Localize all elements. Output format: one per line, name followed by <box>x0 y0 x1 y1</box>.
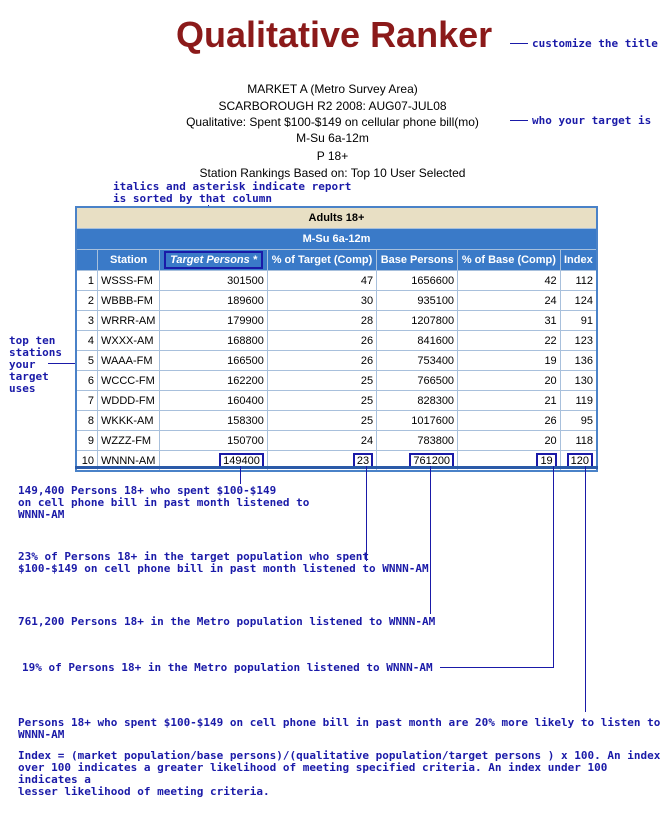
table-row[interactable] <box>76 351 597 371</box>
target-persons-cell: 162200 <box>160 371 268 391</box>
pct-base-cell: 21 <box>458 391 561 411</box>
note-line: Persons 18+ who spent $100-$149 on cell phone bill in past month are 20% more likely to listen to <box>18 716 661 729</box>
station-cell: WZZZ-FM <box>98 431 160 451</box>
pct-target-cell: 28 <box>267 311 376 331</box>
note-line: WNNN-AM <box>18 508 65 521</box>
table-row[interactable] <box>76 431 597 451</box>
page-title: Qualitative Ranker <box>176 14 493 55</box>
pct-base-cell: 22 <box>458 331 561 351</box>
note-pct-target <box>18 551 429 575</box>
connector-line <box>440 667 554 668</box>
table-row[interactable] <box>76 391 597 411</box>
base-persons-cell: 1017600 <box>377 411 458 431</box>
rank-cell: 1 <box>76 271 98 291</box>
station-cell: WDDD-FM <box>98 391 160 411</box>
col-pct-target[interactable]: % of Target (Comp) <box>267 250 376 271</box>
index-cell: 112 <box>560 271 597 291</box>
col-rank <box>76 250 98 271</box>
station-cell: WAAA-FM <box>98 351 160 371</box>
highlighted-value: 19 <box>536 453 556 469</box>
base-persons-cell: 783800 <box>377 431 458 451</box>
note-index-formula <box>18 750 665 798</box>
base-persons-cell: 753400 <box>377 351 458 371</box>
pct-base-cell: 20 <box>458 431 561 451</box>
pct-base-cell: 42 <box>458 271 561 291</box>
table-row[interactable] <box>76 311 597 331</box>
note-target: who your target is <box>532 114 652 127</box>
note-top-ten-line: stations <box>9 346 62 359</box>
table-bottom-rule <box>75 466 598 469</box>
table-row[interactable] <box>76 411 597 431</box>
note-top-ten-line: uses <box>9 382 36 395</box>
note-line: on cell phone bill in past month listened to <box>18 496 310 509</box>
index-cell: 130 <box>560 371 597 391</box>
note-base-persons: 761,200 Persons 18+ in the Metro population listened to WNNN-AM <box>18 615 436 628</box>
connector-line <box>430 466 431 614</box>
rank-cell: 2 <box>76 291 98 311</box>
col-index[interactable]: Index <box>560 250 597 271</box>
note-sort-line-2: is sorted by that column <box>113 192 272 205</box>
note-likelihood <box>18 717 660 741</box>
ranking-table <box>75 206 598 472</box>
pct-base-cell: 24 <box>458 291 561 311</box>
base-persons-cell: 935100 <box>377 291 458 311</box>
rank-cell: 6 <box>76 371 98 391</box>
rank-cell: 9 <box>76 431 98 451</box>
col-base-persons[interactable]: Base Persons <box>377 250 458 271</box>
connector-line <box>585 466 586 712</box>
table-row[interactable] <box>76 291 597 311</box>
col-station[interactable]: Station <box>98 250 160 271</box>
connector-line <box>510 120 528 121</box>
station-cell: WKKK-AM <box>98 411 160 431</box>
note-top-ten-line: top ten <box>9 334 56 347</box>
target-persons-cell: 150700 <box>160 431 268 451</box>
connector-line <box>366 466 367 561</box>
index-cell: 136 <box>560 351 597 371</box>
market-label: MARKET A (Metro Survey Area) <box>247 82 418 96</box>
pct-base-cell: 20 <box>458 371 561 391</box>
column-header-row <box>76 250 597 271</box>
highlighted-value: 120 <box>567 453 593 469</box>
station-cell: WBBB-FM <box>98 291 160 311</box>
note-target-persons <box>18 485 309 521</box>
pct-base-cell: 19 <box>458 351 561 371</box>
pct-base-cell: 31 <box>458 311 561 331</box>
rank-cell: 10 <box>76 451 98 472</box>
note-top-ten-line: target <box>9 370 49 383</box>
target-persons-cell: 158300 <box>160 411 268 431</box>
sorted-column-label: Target Persons * <box>164 251 263 269</box>
pct-target-cell: 26 <box>267 351 376 371</box>
station-cell: WRRR-AM <box>98 311 160 331</box>
note-customize-title: customize the title <box>532 37 658 50</box>
rank-cell: 4 <box>76 331 98 351</box>
note-pct-base: 19% of Persons 18+ in the Metro population listened to WNNN-AM <box>22 661 433 674</box>
col-pct-base[interactable]: % of Base (Comp) <box>458 250 561 271</box>
base-persons-cell: 841600 <box>377 331 458 351</box>
target-persons-cell: 189600 <box>160 291 268 311</box>
highlighted-value: 149400 <box>219 453 264 469</box>
note-sort-line-1: italics and asterisk indicate report <box>113 180 352 193</box>
pct-target-cell: 25 <box>267 411 376 431</box>
station-cell: WCCC-FM <box>98 371 160 391</box>
rank-cell: 8 <box>76 411 98 431</box>
pct-target-cell: 26 <box>267 331 376 351</box>
station-cell: WSSS-FM <box>98 271 160 291</box>
index-cell: 124 <box>560 291 597 311</box>
note-line: $100-$149 on cell phone bill in past month listened to WNNN-AM <box>18 562 429 575</box>
demo-label: P 18+ <box>316 149 349 163</box>
col-target-persons[interactable] <box>160 250 268 271</box>
note-top-ten <box>9 335 62 395</box>
note-line: 23% of Persons 18+ in the target population who spent <box>18 550 369 563</box>
table-row[interactable] <box>76 371 597 391</box>
note-line: 149,400 Persons 18+ who spent $100-$149 <box>18 484 277 497</box>
table-row[interactable] <box>76 331 597 351</box>
note-line: lesser likelihood of meeting criteria. <box>18 785 270 798</box>
daypart-header: M-Su 6a-12m <box>76 229 597 250</box>
connector-line <box>553 466 554 668</box>
target-persons-cell: 166500 <box>160 351 268 371</box>
note-sort <box>113 181 351 205</box>
base-persons-cell: 1656600 <box>377 271 458 291</box>
pct-target-cell: 30 <box>267 291 376 311</box>
station-cell: WXXX-AM <box>98 331 160 351</box>
index-cell: 118 <box>560 431 597 451</box>
index-cell: 119 <box>560 391 597 411</box>
pct-target-cell: 47 <box>267 271 376 291</box>
target-persons-cell: 160400 <box>160 391 268 411</box>
base-persons-cell: 828300 <box>377 391 458 411</box>
rank-cell: 3 <box>76 311 98 331</box>
connector-line <box>510 43 528 44</box>
group-header: Adults 18+ <box>76 207 597 229</box>
index-cell: 95 <box>560 411 597 431</box>
pct-base-cell: 26 <box>458 411 561 431</box>
note-line: Index = (market population/base persons)/(qualitative population/target persons ) x 100. An index <box>18 749 661 762</box>
base-persons-cell: 766500 <box>377 371 458 391</box>
pct-target-cell: 25 <box>267 391 376 411</box>
pct-target-cell: 25 <box>267 371 376 391</box>
target-persons-cell: 168800 <box>160 331 268 351</box>
index-cell: 123 <box>560 331 597 351</box>
qualitative-label: Qualitative: Spent $100-$149 on cellular phone bill(mo) <box>186 115 479 129</box>
rankings-label: Station Rankings Based on: Top 10 User Selected <box>199 166 466 180</box>
target-persons-cell: 301500 <box>160 271 268 291</box>
index-cell: 91 <box>560 311 597 331</box>
base-persons-cell: 1207800 <box>377 311 458 331</box>
table-row[interactable] <box>76 271 597 291</box>
rank-cell: 5 <box>76 351 98 371</box>
daypart-label: M-Su 6a-12m <box>296 131 369 145</box>
note-line: over 100 indicates a greater likelihood of meeting specified criteria. An index under 100 indicates a <box>18 761 608 786</box>
target-persons-cell: 179900 <box>160 311 268 331</box>
note-top-ten-line: your <box>9 358 36 371</box>
note-line: WNNN-AM <box>18 728 65 741</box>
highlighted-value: 23 <box>353 453 373 469</box>
rank-cell: 7 <box>76 391 98 411</box>
station-cell: WNNN-AM <box>98 451 160 472</box>
connector-line <box>48 363 75 364</box>
pct-target-cell: 24 <box>267 431 376 451</box>
connector-line <box>240 466 241 484</box>
highlighted-value: 761200 <box>409 453 454 469</box>
survey-label: SCARBOROUGH R2 2008: AUG07-JUL08 <box>218 99 447 113</box>
